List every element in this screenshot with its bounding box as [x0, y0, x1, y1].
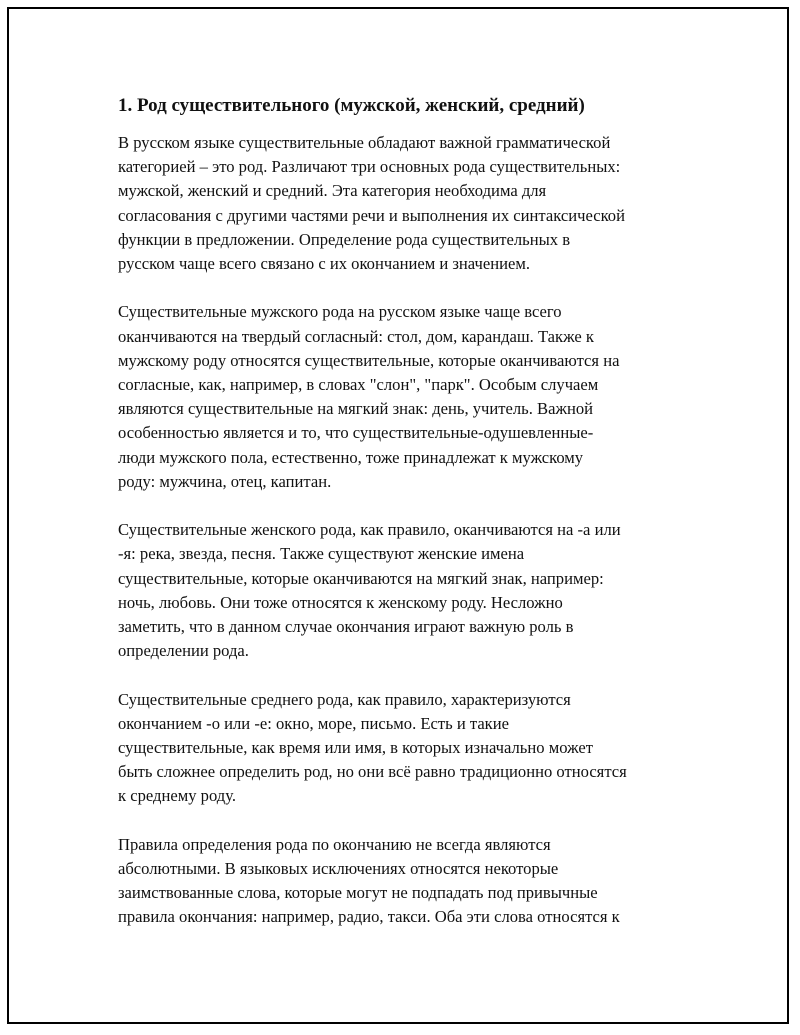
- text-line: Существительные среднего рода, как правило, характеризуются: [118, 689, 571, 709]
- text-line: согласования с другими частями речи и выполнения их синтаксической: [118, 205, 625, 225]
- text-line: абсолютными. В языковых исключениях относятся некоторые: [118, 859, 559, 879]
- section-heading: 1. Род существительного (мужской, женский, средний): [118, 95, 585, 116]
- text-line: заимствованные слова, которые могут не подпадать под привычные: [118, 883, 598, 903]
- document-content: [118, 93, 698, 954]
- text-line: люди мужского пола, естественно, тоже принадлежат к мужскому: [118, 447, 584, 467]
- text-line: Существительные мужского рода на русском языке чаще всего: [118, 302, 562, 322]
- text-line: заметить, что в данном случае окончания играют важную роль в: [118, 617, 574, 637]
- text-line: являются существительные на мягкий знак: день, учитель. Важной: [118, 399, 593, 419]
- paragraph-masculine: [118, 300, 698, 494]
- text-line: определении рода.: [118, 641, 249, 661]
- text-line: правила окончания: например, радио, такси. Оба эти слова относятся к: [118, 907, 620, 927]
- text-line: русском чаще всего связано с их окончанием и значением.: [118, 254, 530, 274]
- paragraph-neuter: [118, 688, 698, 809]
- text-line: Существительные женского рода, как правило, оканчиваются на -а или: [118, 520, 621, 540]
- paragraph-exceptions: [118, 833, 698, 930]
- text-line: существительные, которые оканчиваются на мягкий знак, например:: [118, 568, 604, 588]
- text-line: к среднему роду.: [118, 786, 236, 806]
- text-line: Правила определения рода по окончанию не всегда являются: [118, 834, 551, 854]
- paragraph-intro: [118, 131, 698, 276]
- text-line: окончанием -о или -е: окно, море, письмо. Есть и такие: [118, 713, 509, 733]
- text-line: быть сложнее определить род, но они всё равно традиционно относятся: [118, 762, 627, 782]
- text-line: функции в предложении. Определение рода существительных в: [118, 229, 571, 249]
- text-line: В русском языке существительные обладают важной грамматической: [118, 133, 611, 152]
- text-line: категорией – это род. Различают три основных рода существительных:: [118, 157, 621, 177]
- text-line: согласные, как, например, в словах "слон", "парк". Особым случаем: [118, 375, 599, 395]
- text-line: существительные, как время или имя, в которых изначально может: [118, 738, 593, 758]
- text-line: мужскому роду относятся существительные, которые оканчиваются на: [118, 350, 620, 370]
- text-line: оканчиваются на твердый согласный: стол, дом, карандаш. Также к: [118, 326, 594, 346]
- text-line: особенностью является и то, что существительные-одушевленные-: [118, 423, 594, 443]
- text-line: роду: мужчина, отец, капитан.: [118, 471, 332, 491]
- paragraph-feminine: [118, 518, 698, 663]
- text-line: ночь, любовь. Они тоже относятся к женскому роду. Несложно: [118, 592, 563, 612]
- text-line: мужской, женский и средний. Эта категория необходима для: [118, 181, 547, 201]
- text-line: -я: река, звезда, песня. Также существуют женские имена: [118, 544, 525, 564]
